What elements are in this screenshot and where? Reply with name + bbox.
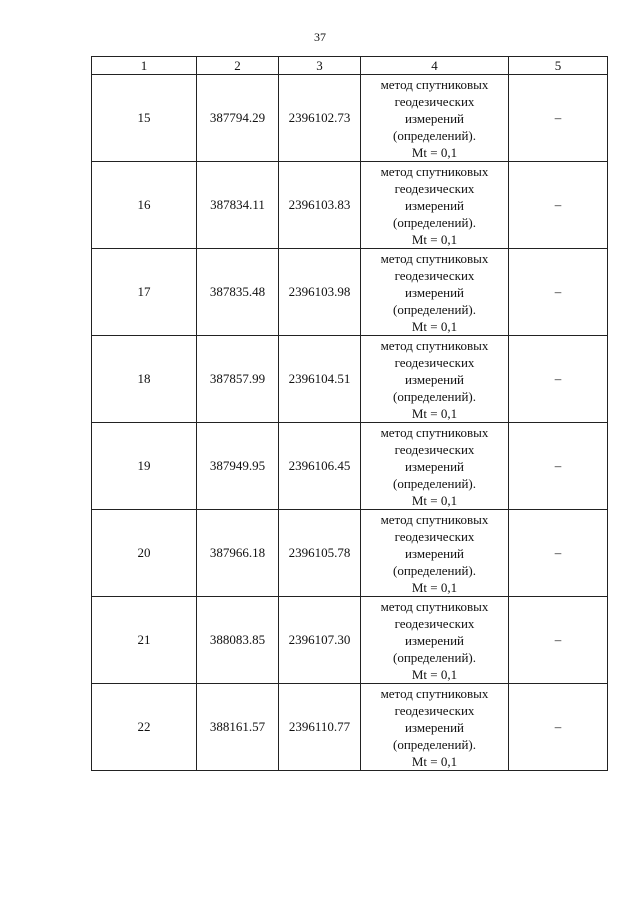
method-cell [361, 597, 509, 684]
point-number-cell: 21 [92, 597, 197, 684]
method-line: измерений [404, 110, 465, 126]
method-cell [361, 75, 509, 162]
method-line: метод спутниковых [380, 424, 489, 440]
point-number-cell: 17 [92, 249, 197, 336]
x-coordinate-cell: 387834.11 [197, 162, 279, 249]
y-coordinate-cell: 2396105.78 [279, 510, 361, 597]
method-line: геодезических [394, 702, 475, 718]
method-line: (определений). [393, 388, 476, 404]
method-cell [361, 162, 509, 249]
table-row [92, 510, 608, 597]
note-cell: – [509, 75, 608, 162]
method-line: измерений [404, 632, 465, 648]
method-line: (определений). [393, 127, 476, 143]
method-line: (определений). [393, 736, 476, 752]
method-line: Mt = 0,1 [411, 405, 458, 421]
method-line: (определений). [393, 475, 476, 491]
note-cell: – [509, 510, 608, 597]
y-coordinate-cell: 2396102.73 [279, 75, 361, 162]
table-row [92, 162, 608, 249]
y-coordinate-cell: 2396106.45 [279, 423, 361, 510]
x-coordinate-cell: 387857.99 [197, 336, 279, 423]
method-line: (определений). [393, 562, 476, 578]
method-line: (определений). [393, 649, 476, 665]
table-row [92, 423, 608, 510]
method-line: метод спутниковых [380, 250, 489, 266]
note-cell: – [509, 423, 608, 510]
table-row [92, 597, 608, 684]
y-coordinate-cell: 2396104.51 [279, 336, 361, 423]
method-line: метод спутниковых [380, 337, 489, 353]
method-line: (определений). [393, 214, 476, 230]
method-line: геодезических [394, 528, 475, 544]
point-number-cell: 22 [92, 684, 197, 771]
method-cell [361, 249, 509, 336]
method-line: измерений [404, 458, 465, 474]
table-row [92, 249, 608, 336]
method-line: измерений [404, 545, 465, 561]
method-line: Mt = 0,1 [411, 666, 458, 682]
page-number: 37 [314, 30, 326, 44]
y-coordinate-cell: 2396103.98 [279, 249, 361, 336]
method-line: Mt = 0,1 [411, 492, 458, 508]
method-cell [361, 684, 509, 771]
column-header-2: 2 [197, 57, 279, 75]
note-cell: – [509, 162, 608, 249]
method-line: Mt = 0,1 [411, 753, 458, 769]
method-line: Mt = 0,1 [411, 144, 458, 160]
method-line: измерений [404, 719, 465, 735]
x-coordinate-cell: 387966.18 [197, 510, 279, 597]
note-cell: – [509, 684, 608, 771]
method-line: геодезических [394, 441, 475, 457]
table-row [92, 684, 608, 771]
coordinates-table [91, 56, 608, 771]
method-line: Mt = 0,1 [411, 231, 458, 247]
method-line: геодезических [394, 267, 475, 283]
point-number-cell: 15 [92, 75, 197, 162]
point-number-cell: 16 [92, 162, 197, 249]
method-cell [361, 423, 509, 510]
method-cell [361, 510, 509, 597]
method-line: геодезических [394, 93, 475, 109]
x-coordinate-cell: 387794.29 [197, 75, 279, 162]
y-coordinate-cell: 2396107.30 [279, 597, 361, 684]
y-coordinate-cell: 2396103.83 [279, 162, 361, 249]
x-coordinate-cell: 388161.57 [197, 684, 279, 771]
method-line: измерений [404, 197, 465, 213]
method-line: метод спутниковых [380, 511, 489, 527]
header-row [92, 57, 608, 75]
method-line: измерений [404, 284, 465, 300]
method-line: (определений). [393, 301, 476, 317]
method-line: измерений [404, 371, 465, 387]
method-line: геодезических [394, 180, 475, 196]
method-line: метод спутниковых [380, 598, 489, 614]
note-cell: – [509, 597, 608, 684]
point-number-cell: 19 [92, 423, 197, 510]
x-coordinate-cell: 387835.48 [197, 249, 279, 336]
table-row [92, 336, 608, 423]
note-cell: – [509, 336, 608, 423]
method-cell [361, 336, 509, 423]
x-coordinate-cell: 387949.95 [197, 423, 279, 510]
method-line: Mt = 0,1 [411, 318, 458, 334]
method-line: Mt = 0,1 [411, 579, 458, 595]
point-number-cell: 18 [92, 336, 197, 423]
note-cell: – [509, 249, 608, 336]
method-line: метод спутниковых [380, 76, 489, 92]
method-line: метод спутниковых [380, 163, 489, 179]
column-header-5: 5 [509, 57, 608, 75]
y-coordinate-cell: 2396110.77 [279, 684, 361, 771]
column-header-4: 4 [361, 57, 509, 75]
point-number-cell: 20 [92, 510, 197, 597]
x-coordinate-cell: 388083.85 [197, 597, 279, 684]
column-header-1: 1 [92, 57, 197, 75]
method-line: геодезических [394, 615, 475, 631]
table-row [92, 75, 608, 162]
method-line: метод спутниковых [380, 685, 489, 701]
method-line: геодезических [394, 354, 475, 370]
column-header-3: 3 [279, 57, 361, 75]
